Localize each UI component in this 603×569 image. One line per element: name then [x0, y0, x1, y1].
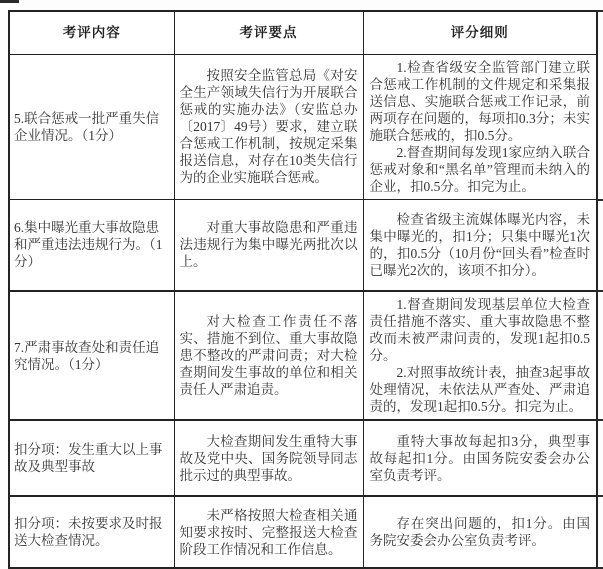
table-row [9, 199, 597, 291]
evaluation-table [8, 10, 598, 569]
cell-points [174, 291, 363, 420]
cell-points [174, 496, 363, 568]
header-content: 考评内容 [9, 11, 174, 54]
cell-rules [363, 54, 597, 199]
cell-points [174, 420, 363, 496]
cell-content [9, 420, 174, 496]
paragraph: 7.严肃事故查处和责任追究情况。（1分） [14, 339, 160, 372]
paragraph: 存在突出问题的，扣1分。由国务院安委会办公室负责考评。 [369, 516, 590, 548]
cell-points [174, 199, 363, 291]
paragraph: 对大检查工作责任不落实、措施不到位、重大事故隐患不整改的严肃问责；对大检查期间发生事故的单位和相关责任人严肃追责。 [179, 314, 358, 397]
table-row [9, 420, 597, 496]
table-row [9, 291, 597, 420]
cell-points [174, 54, 363, 199]
paragraph: 扣分项：发生重大以上事故及典型事故 [14, 442, 163, 474]
paragraph: 检查省级主流媒体曝光内容，未集中曝光的，扣1分；只集中曝光1次的，扣0.5分（10月份“回头看”检查时已曝光2次的，该项不扣分）。 [369, 211, 590, 278]
paragraph: 1.督查期间发现基层单位大检查责任措施不落实、重大事故隐患不整改而未被严肃问责的，发现1起扣0.5分。 [369, 297, 590, 363]
cell-content [9, 199, 174, 291]
cell-rules [363, 420, 597, 496]
paragraph: 对重大事故隐患和严重违法违规行为集中曝光两批次以上。 [179, 220, 358, 270]
paragraph: 2.对照事故统计表，抽查3起事故处理情况，未依法从严查处、严肃追责的，发现1起扣0.5分。扣完为止。 [369, 365, 590, 414]
cell-rules [363, 199, 597, 291]
cell-rules [363, 496, 597, 568]
paragraph: 1.检查省级安全监管部门建立联合惩戒工作机制的文件规定和采集报送信息、实施联合惩戒工作记录，前两项存在问题的，每项扣0.3分；未实施联合惩戒的，扣0.5分。 [369, 59, 590, 143]
header-rules: 评分细则 [363, 11, 597, 54]
scan-artifact [0, 0, 19, 3]
table-row [9, 496, 597, 568]
paragraph: 未严格按照大检查相关通知要求按时、完整报送大检查阶段工作情况和工作信息。 [179, 507, 358, 557]
table-row [9, 54, 597, 199]
cell-content [9, 54, 174, 199]
cell-rules [363, 291, 597, 420]
paragraph: 2.督查期间每发现1家应纳入联合惩戒对象和“黑名单”管理而未纳入的企业，扣0.5分。扣完为止。 [369, 144, 590, 194]
cell-content [9, 291, 174, 420]
paragraph: 按照安全监管总局《对安全生产领域失信行为开展联合惩戒的实施办法》（安监总办〔2017〕49号）要求，建立联合惩戒工作机制，按规定采集报送信息，对存在10类失信行为的企业实施联合惩戒。 [179, 68, 358, 185]
paragraph: 5.联合惩戒一批严重失信企业情况。（1分） [14, 110, 160, 143]
header-row [9, 11, 597, 54]
table-body [9, 54, 597, 568]
paragraph: 重特大事故每起扣3分，典型事故每起扣1分。由国务院安委会办公室负责考评。 [369, 433, 590, 483]
paragraph: 扣分项：未按要求及时报送大检查情况。 [14, 516, 163, 548]
header-points: 考评要点 [174, 11, 363, 54]
table-header [9, 11, 597, 54]
paragraph: 6.集中曝光重大事故隐患和严重违法违规行为。（1分） [14, 220, 163, 270]
paragraph: 大检查期间发生重特大事故及党中央、国务院领导同志批示过的典型事故。 [179, 433, 358, 483]
document-scan [8, 10, 596, 569]
cell-content [9, 496, 174, 568]
